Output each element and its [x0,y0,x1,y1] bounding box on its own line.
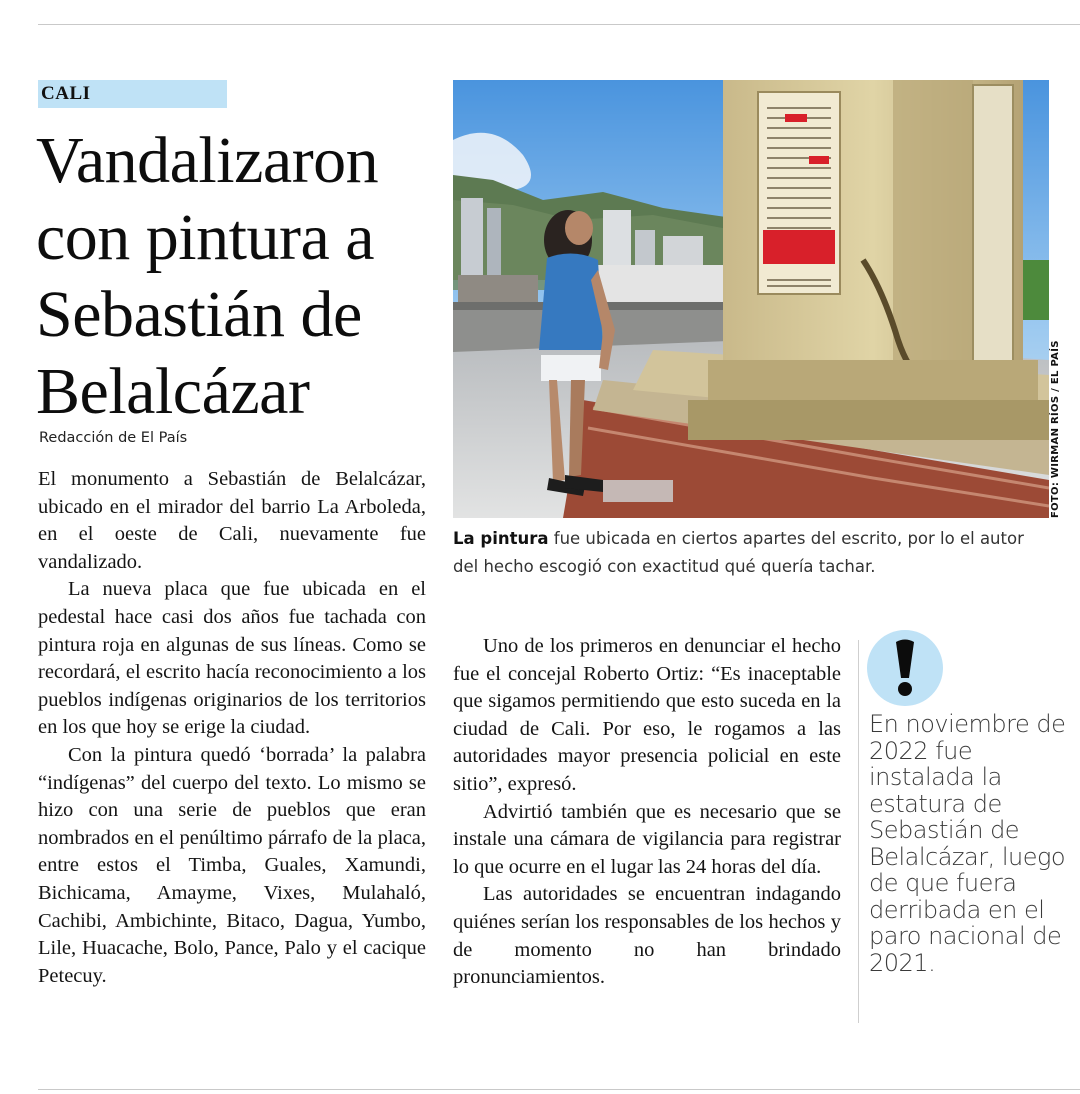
exclamation-icon [867,630,943,706]
sidebar-fact: En noviembre de 2022 fue instalada la estatura de Sebastián de Belalcázar, luego de que fuera derribada en el paro nacional de 2021. [869,710,1066,977]
article-photo [453,80,1049,518]
article-column-left [38,466,426,990]
caption-text: fue ubicada en ciertos apartes del escrito, por lo el autor del hecho escogió con exactitud qué quería tachar. [453,529,1024,576]
byline: Redacción de El País [39,430,188,446]
paragraph: Las autoridades se encuentran indagando quiénes serían los responsables de los hechos y de momento no han brindado pronunciamientos. [453,883,841,989]
paragraph: Advirtió también que es necesario que se instale una cámara de vigilancia para registrar lo que ocurre en el lugar las 24 horas del día. [453,800,841,878]
article-column-middle [453,633,841,992]
sidebar-divider [858,640,859,1023]
photo-credit: FOTO: WIRMAN RÍOS / EL PAÍS [1050,340,1061,518]
headline: Vandalizaron con pintura a Sebastián de Belalcázar [36,124,379,428]
paragraph: La nueva placa que fue ubicada en el pedestal hace casi dos años fue tachada con pintura roja en algunas de sus líneas. Como se recordará, el escrito hacía reconocimiento a los pueblos indígenas originarios de los territorios en los que hoy se erige la ciudad. [38,578,426,739]
photo-caption [453,525,1053,580]
section-tag: CALI [38,80,227,108]
bottom-rule [38,1089,1080,1090]
paragraph: Uno de los primeros en denunciar el hecho fue el concejal Roberto Ortiz: “Es inaceptable que sigamos permitiendo que esto suceda en la ciudad de Cali. Por eso, le rogamos a las autoridades mayor presencia policial en este sitio”, expresó. [453,635,841,795]
top-rule [38,24,1080,25]
monument-photo-illustration [453,80,1049,518]
paragraph: Con la pintura quedó ‘borrada’ la palabra “indígenas” del cuerpo del texto. Lo mismo se hizo con una serie de pueblos que eran nombrados en el penúltimo párrafo de la placa, entre estos el Timba, Guales, Xamundi, Bichicama, Amayme, Vixes, Mulahaló, Cachibi, Ambichinte, Bitaco, Dagua, Yumbo, Lile, Huacache, Bolo, Pance, Palo y el cacique Petecuy. [38,743,426,987]
caption-lead: La pintura [453,529,549,548]
paragraph: El monumento a Sebastián de Belalcázar, ubicado en el mirador del barrio La Arboleda, en el oeste de Cali, nuevamente fue vandalizado. [38,468,426,573]
